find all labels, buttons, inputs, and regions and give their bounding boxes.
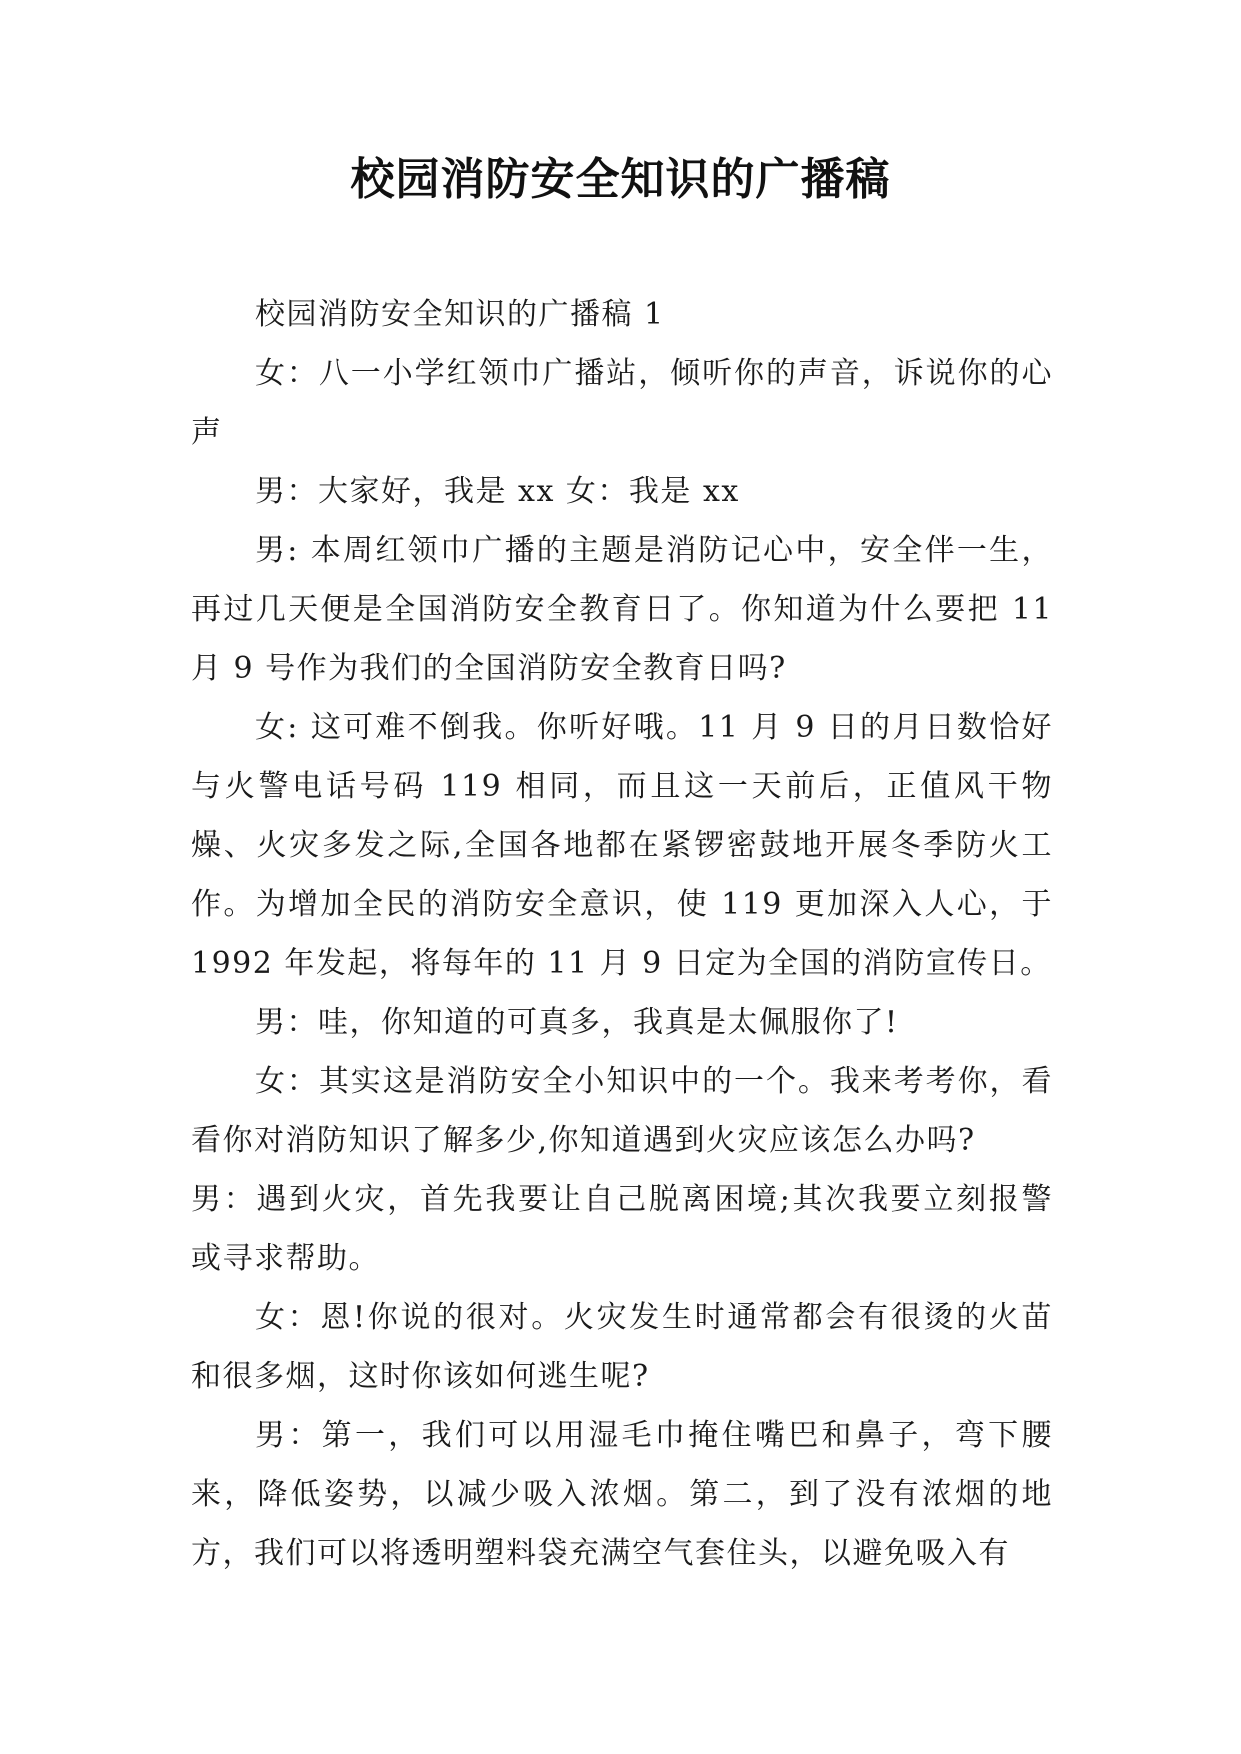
paragraph: 男：遇到火灾，首先我要让自己脱离困境;其次我要立刻报警或寻求帮助。 [191,1182,1053,1276]
paragraph: 女：其实这是消防安全小知识中的一个。我来考考你，看看你对消防知识了解多少,你知道遇到火灾应该怎么办吗? [191,1064,1053,1158]
document-body [191,285,1053,1583]
paragraph: 女：恩!你说的很对。火灾发生时通常都会有很烫的火苗和很多烟，这时你该如何逃生呢? [191,1300,1053,1394]
document-title: 校园消防安全知识的广播稿 [350,154,891,205]
paragraph: 男：第一，我们可以用湿毛巾掩住嘴巴和鼻子，弯下腰来，降低姿势，以减少吸入浓烟。第二，到了没有浓烟的地方，我们可以将透明塑料袋充满空气套住头，以避免吸入有 [191,1418,1053,1571]
paragraph: 男: 本周红领巾广播的主题是消防记心中，安全伴一生，再过几天便是全国消防安全教育日了。你知道为什么要把 11 月 9 号作为我们的全国消防安全教育日吗? [191,533,1053,686]
paragraph: 女: 这可难不倒我。你听好哦。11 月 9 日的月日数恰好与火警电话号码 119 相同，而且这一天前后，正值风干物燥、火灾多发之际,全国各地都在紧锣密鼓地开展冬季防火工作。为增加全民的消防安全意识，使 119 更加深入人心，于 1992 年发起，将每年的 11 月 9 日定为全国的消防宣传日。 [191,710,1053,981]
paragraph: 女：八一小学红领巾广播站，倾听你的声音，诉说你的心声 [191,356,1053,450]
paragraph: 男：大家好，我是 xx 女：我是 xx [255,474,740,509]
paragraph: 男：哇，你知道的可真多，我真是太佩服你了! [255,1005,899,1040]
paragraph-heading: 校园消防安全知识的广播稿 1 [255,297,665,332]
